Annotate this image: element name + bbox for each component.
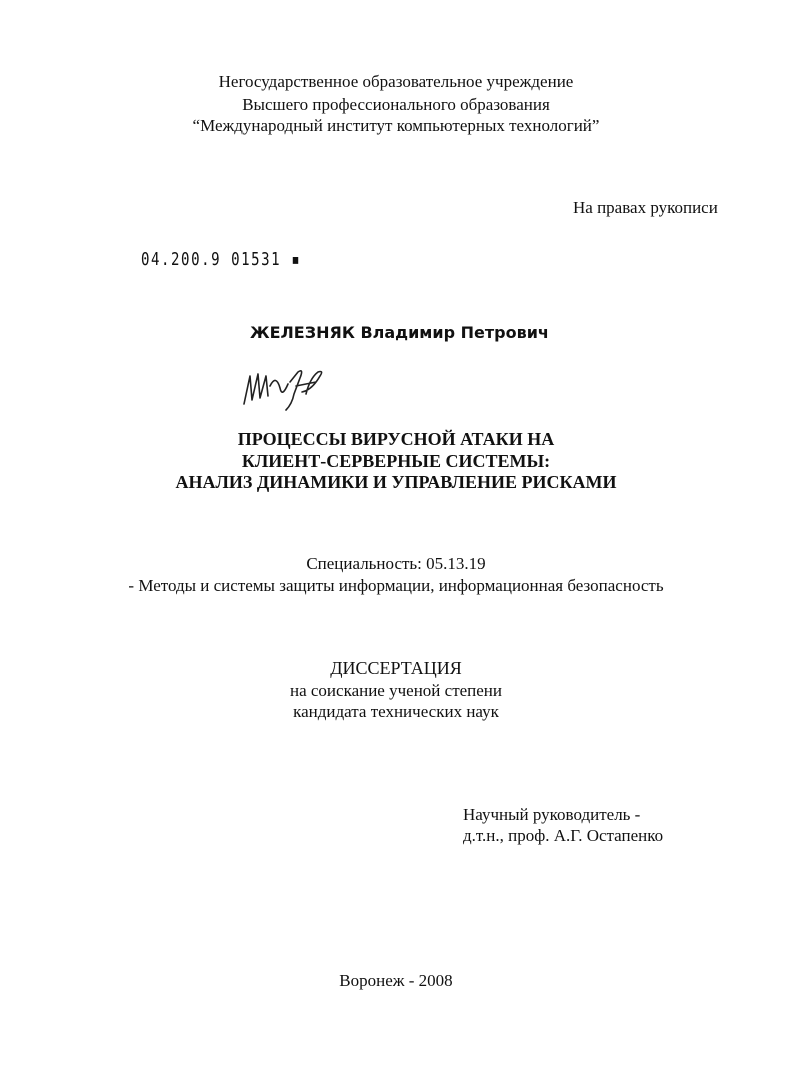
degree-line-2: кандидата технических наук	[293, 702, 499, 721]
place-year: Воронеж - 2008	[339, 971, 453, 990]
author-name: ЖЕЛЕЗНЯК Владимир Петрович	[250, 323, 549, 342]
degree-line-1: на соискание ученой степени	[289, 681, 503, 700]
title-line-3: АНАЛИЗ ДИНАМИКИ И УПРАВЛЕНИЕ РИСКАМИ	[175, 472, 617, 492]
institution-line-1: Негосударственное образовательное учреждение	[218, 72, 574, 91]
supervisor-name: д.т.н., проф. А.Г. Остапенко	[463, 826, 664, 845]
supervisor-label: Научный руководитель -	[463, 805, 641, 824]
rights-note: На правах рукописи	[573, 198, 718, 217]
institution-line-2: Высшего профессионального образования	[242, 95, 550, 114]
title-line-1: ПРОЦЕССЫ ВИРУСНОЙ АТАКИ НА	[237, 429, 555, 449]
institution-line-3: “Международный институт компьютерных технологий”	[192, 116, 600, 135]
specialty-name: - Методы и системы защиты информации, информационная безопасность	[128, 576, 664, 595]
registry-number: 04.200.9 01531 ▪	[141, 249, 302, 270]
degree-heading: ДИССЕРТАЦИЯ	[330, 658, 462, 678]
specialty-code: Специальность: 05.13.19	[306, 554, 486, 573]
signature-icon	[240, 364, 340, 416]
title-line-2: КЛИЕНТ-СЕРВЕРНЫЕ СИСТЕМЫ:	[241, 451, 551, 471]
